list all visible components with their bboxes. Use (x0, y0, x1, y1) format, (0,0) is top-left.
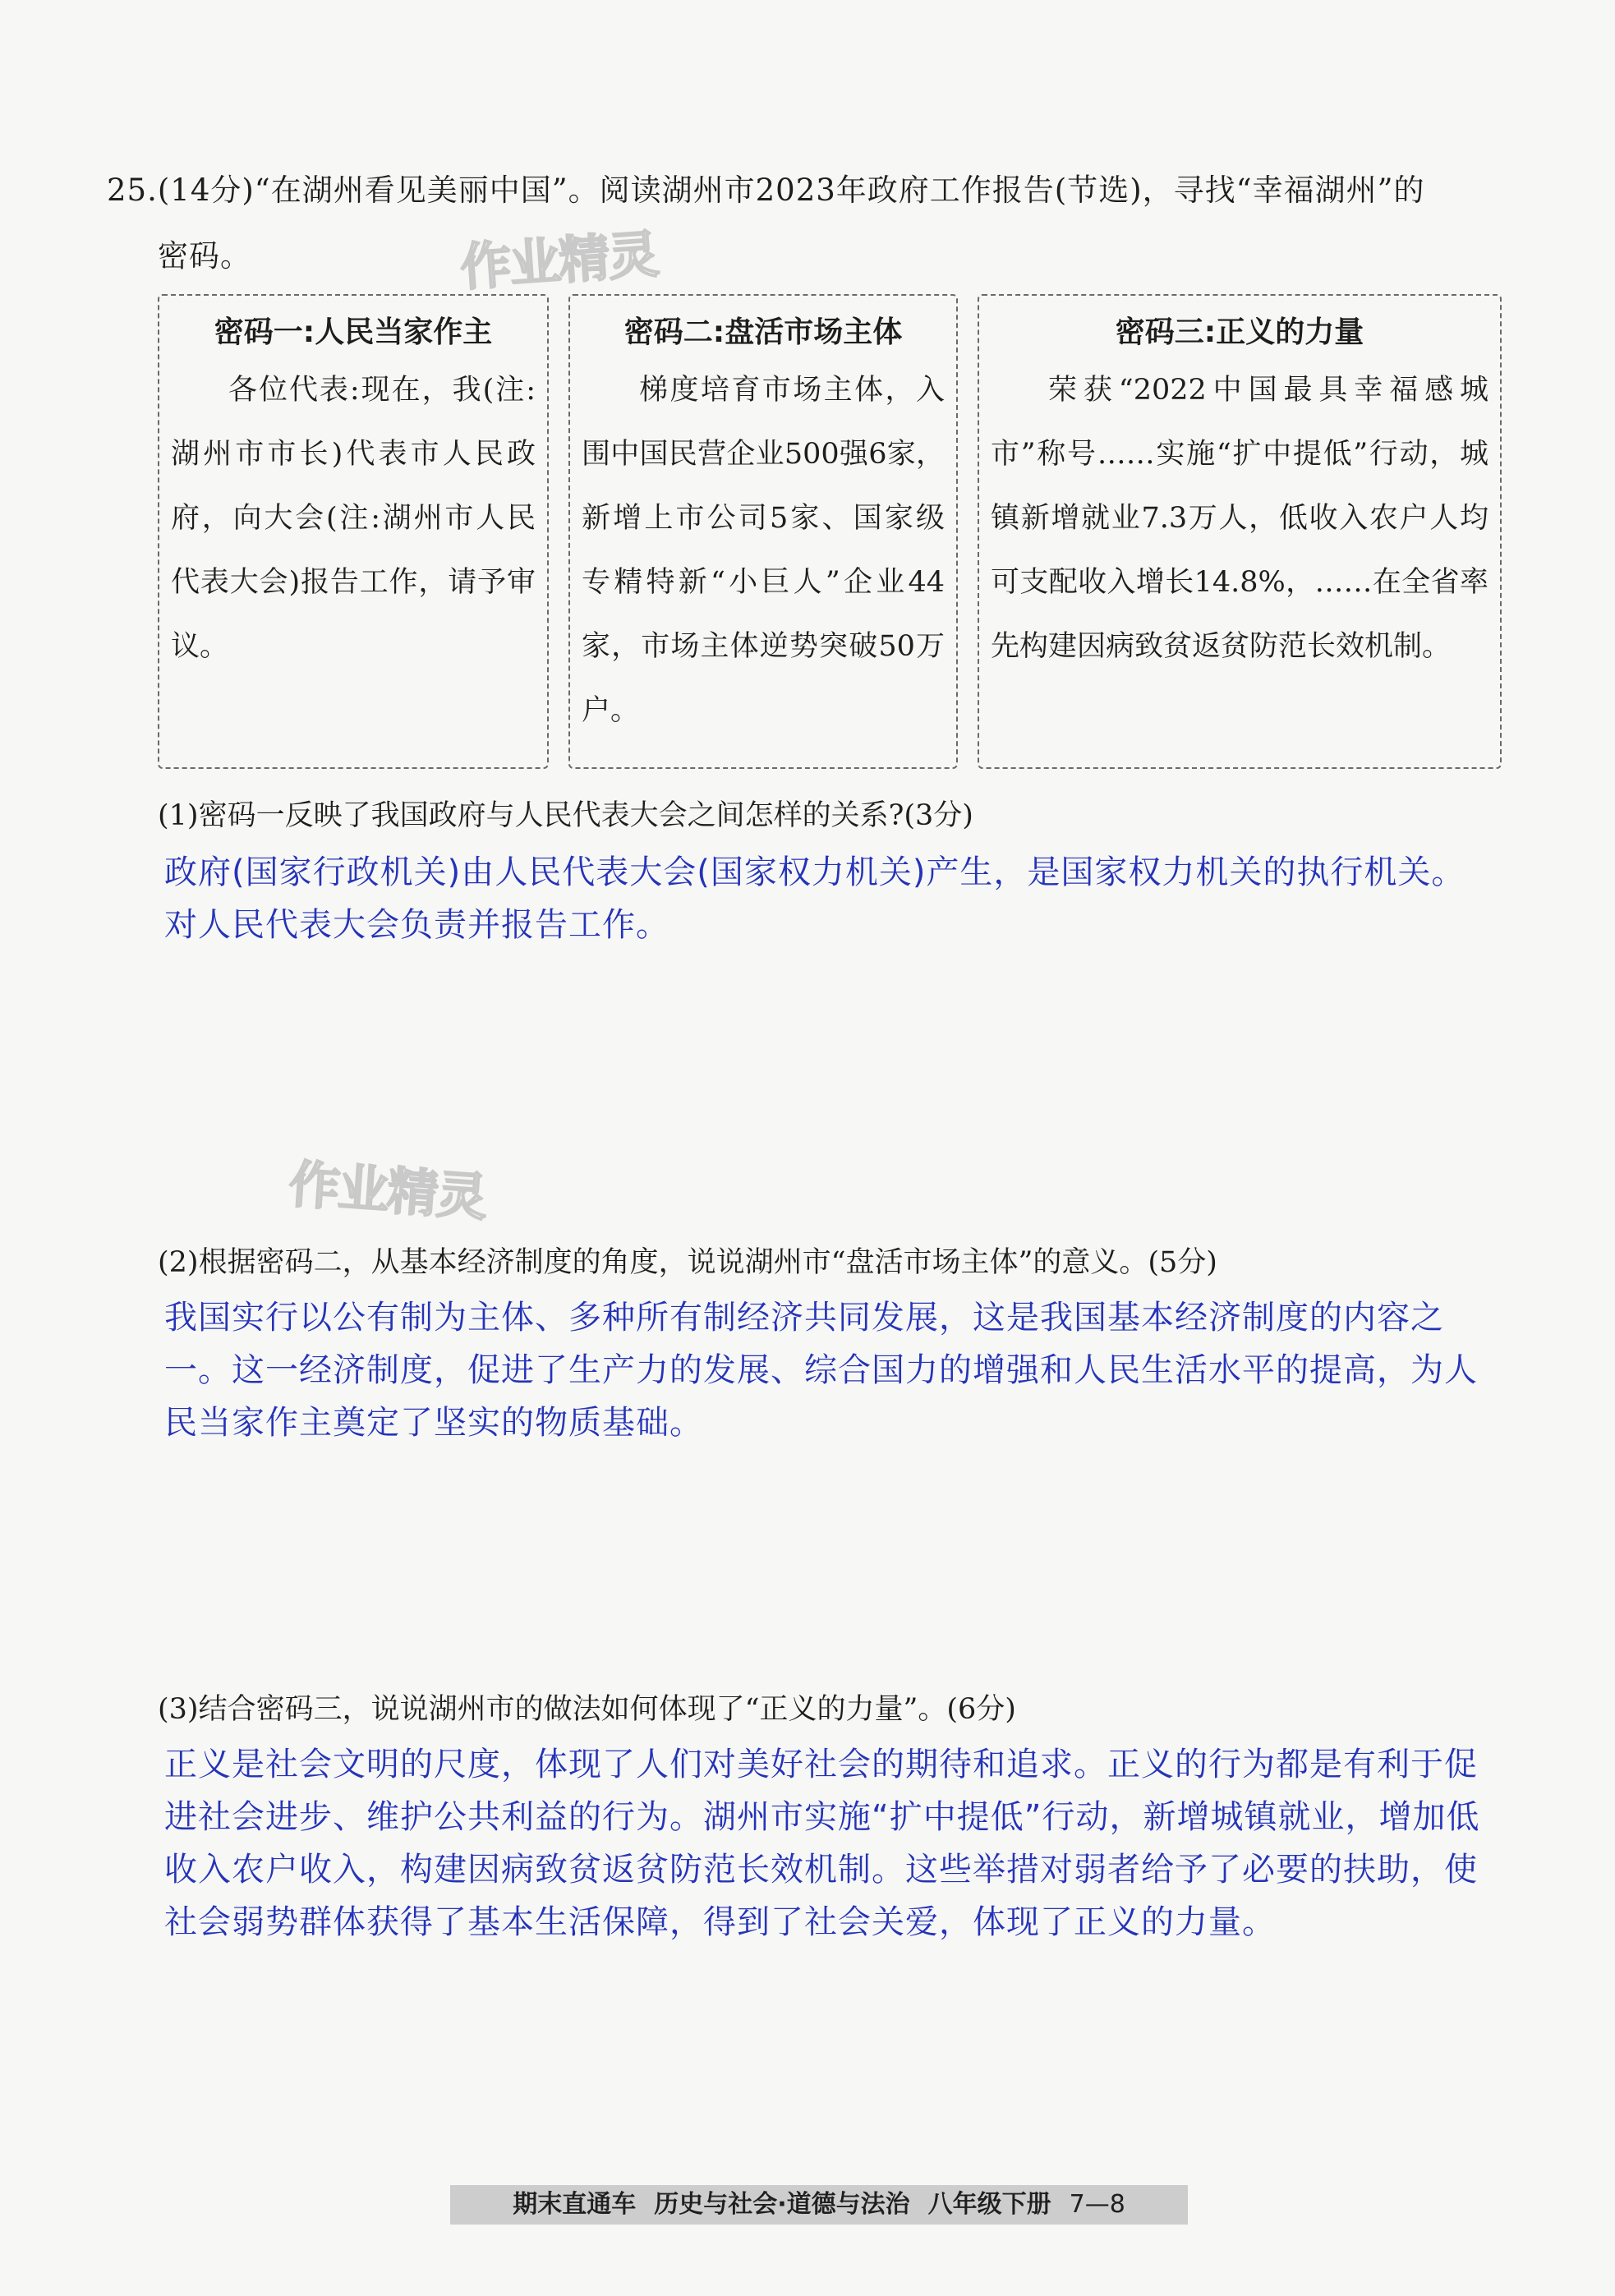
question-stem (107, 158, 1536, 289)
clue-box-title: 密码二:盘活市场主体 (623, 315, 903, 349)
clue-box-text: 梯度培育市场主体，入围中国民营企业500强6家，新增上市公司5家、国家级专精特新“小巨人”企业44家，市场主体逆势突破50万户。 (582, 374, 945, 727)
clue-box-1 (158, 294, 549, 769)
clue-box-2 (568, 294, 958, 769)
answer-3: 正义是社会文明的尺度，体现了人们对美好社会的期待和追求。正义的行为都是有利于促进社会进步、维护公共利益的行为。湖州市实施“扩中提低”行动，新增城镇就业，增加低收入农户收入，构建因病致贫返贫防范长效机制。这些举措对弱者给予了必要的扶助，使社会弱势群体获得了基本生活保障，得到了社会关爱，体现了正义的力量。 (164, 1746, 1480, 1941)
question-stem-line2: 密码。 (158, 238, 251, 274)
clue-box-title: 密码一:人民当家作主 (214, 315, 493, 349)
sub-question-2: (2)根据密码二，从基本经济制度的角度，说说湖州市“盘活市场主体”的意义。(5分) (158, 1246, 1217, 1279)
clue-box-text: 各位代表:现在，我(注:湖州市市长)代表市人民政府，向大会(注:湖州市人民代表大会)报告工作，请予审议。 (171, 374, 536, 663)
page-number: 7—8 (1069, 2190, 1125, 2219)
footer-subject: 历史与社会·道德与法治 (654, 2190, 910, 2219)
sub-question-1: (1)密码一反映了我国政府与人民代表大会之间怎样的关系?(3分) (158, 799, 973, 832)
clue-box-title: 密码三:正义的力量 (1115, 315, 1364, 349)
sub-question-3: (3)结合密码三，说说湖州市的做法如何体现了“正义的力量”。(6分) (158, 1693, 1016, 1726)
answer-1: 政府(国家行政机关)由人民代表大会(国家权力机关)产生，是国家权力机关的执行机关。对人民代表大会负责并报告工作。 (164, 854, 1465, 944)
question-stem-line1: 25.(14分)“在湖州看见美丽中国”。阅读湖州市2023年政府工作报告(节选)，寻找“幸福湖州”的 (107, 173, 1425, 208)
footer-grade: 八年级下册 (927, 2190, 1051, 2219)
answer-2: 我国实行以公有制为主体、多种所有制经济共同发展，这是我国基本经济制度的内容之一。这一经济制度，促进了生产力的发展、综合国力的增强和人民生活水平的提高，为人民当家作主奠定了坚实的物质基础。 (164, 1299, 1478, 1442)
watermark: 作业精灵 (458, 223, 660, 298)
clue-box-3 (978, 294, 1502, 769)
watermark: 作业精灵 (287, 1153, 488, 1228)
clue-box-text: 荣获“2022中国最具幸福感城市”称号……实施“扩中提低”行动，城镇新增就业7.3万人，低收入农户人均可支配收入增长14.8%，……在全省率先构建因病致贫返贫防范长效机制。 (991, 374, 1488, 663)
footer-series: 期末直通车 (513, 2190, 637, 2219)
page-footer (450, 2185, 1188, 2225)
